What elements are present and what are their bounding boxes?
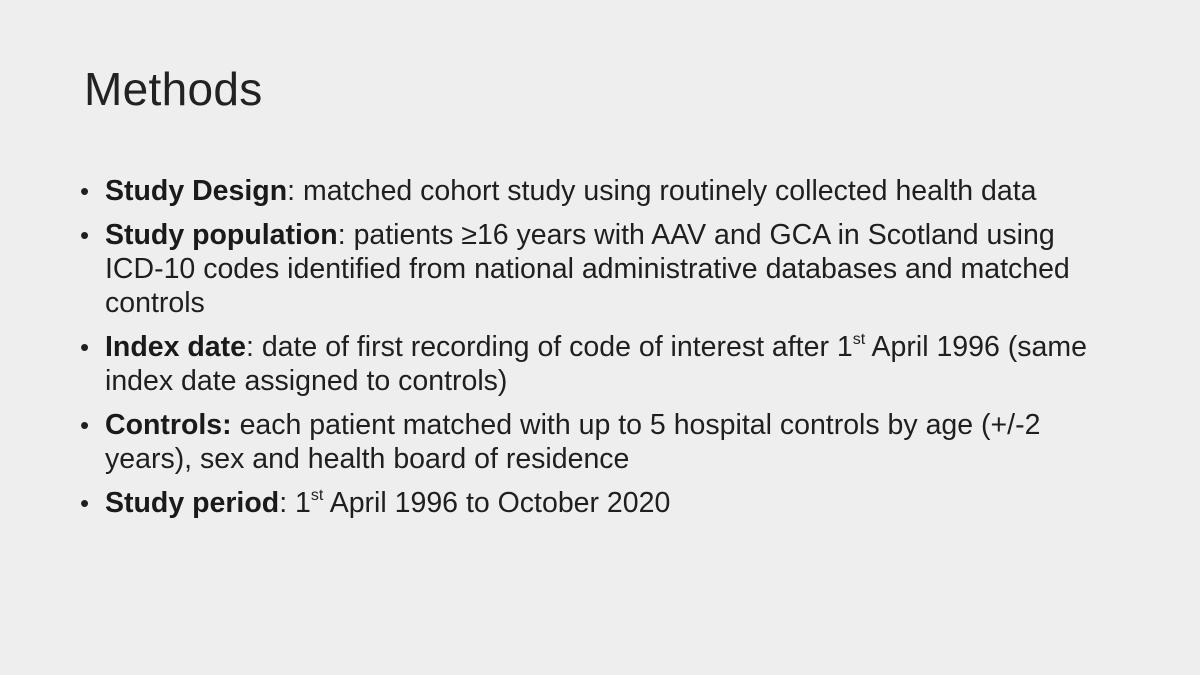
- bullet-dot-icon: •: [80, 176, 90, 206]
- bullet-text-after: April 1996 to October 2020: [323, 487, 671, 519]
- bullet-separator: :: [287, 175, 303, 207]
- bullet-study-period: [80, 486, 1120, 520]
- bullet-text: matched cohort study using routinely collected health data: [302, 175, 1037, 207]
- bullet-text-before: date of first recording of code of interest after 1: [261, 331, 853, 363]
- bullet-separator: [232, 409, 240, 441]
- bullet-study-population: [80, 218, 1120, 320]
- bullet-index-date: [80, 330, 1120, 398]
- bullet-text-before: 1: [295, 487, 311, 519]
- bullet-text-after: April 1996 (same index date assigned to controls): [105, 331, 1087, 397]
- bullet-label: Study period: [105, 487, 280, 519]
- bullet-dot-icon: •: [80, 220, 90, 250]
- bullet-dot-icon: •: [80, 410, 90, 440]
- bullet-dot-icon: •: [80, 488, 90, 518]
- bullet-separator: :: [279, 487, 296, 519]
- bullet-study-design: [80, 174, 1120, 208]
- bullet-dot-icon: •: [80, 332, 90, 362]
- ordinal-suffix: st: [310, 486, 324, 504]
- bullet-text: patients ≥16 years with AAV and GCA in Scotland using ICD-10 codes identified from national administrative databases and matched controls: [105, 219, 1070, 319]
- bullet-text: each patient matched with up to 5 hospital controls by age (+/-2 years), sex and health board of residence: [105, 409, 1041, 475]
- bullet-label: Study Design: [105, 175, 288, 207]
- bullet-label: Index date: [105, 331, 246, 363]
- bullet-controls: [80, 408, 1120, 476]
- bullet-separator: :: [245, 331, 262, 363]
- bullet-separator: :: [337, 219, 354, 251]
- ordinal-suffix: st: [852, 330, 866, 348]
- slide-title: Methods: [84, 63, 263, 115]
- bullet-list: [80, 174, 1120, 530]
- bullet-label: Study population: [105, 219, 338, 251]
- bullet-label: Controls:: [105, 409, 232, 441]
